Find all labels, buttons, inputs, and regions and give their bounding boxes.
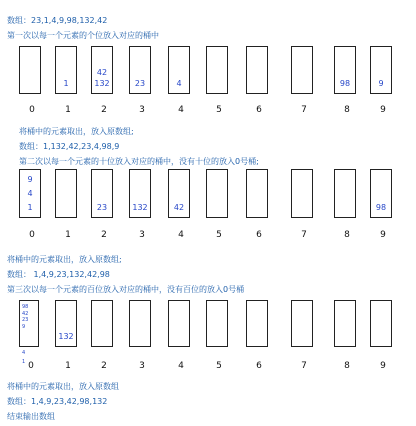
pass3-caption: 第三次以每一个元素的百位放入对应的桶中，没有百位的放入0号桶 — [7, 285, 245, 294]
pass3-bucket-index: 8 — [344, 361, 350, 371]
collect-caption-2: 将桶中的元素取出，放入原数组; — [7, 255, 122, 264]
pass3-bucket-index: 2 — [101, 361, 107, 371]
pass2-bucket-6 — [246, 169, 268, 218]
pass1-bucket-index: 1 — [65, 105, 71, 115]
pass2-bucket-8 — [334, 169, 356, 218]
pass2-bucket-index: 9 — [380, 230, 386, 240]
pass2-bucket-index: 7 — [301, 230, 307, 240]
pass2-bucket-3 — [129, 169, 151, 218]
array-initial: 数组：23,1,4,9,98,132,42 — [7, 16, 108, 25]
pass2-bucket-4 — [168, 169, 190, 218]
pass3-bucket-index: 0 — [28, 361, 34, 371]
collect-caption-1: 将桶中的元素取出，放入原数组; — [19, 127, 134, 136]
pass2-bucket-0 — [19, 169, 41, 218]
pass1-bucket-2-value: 42 — [96, 68, 108, 77]
pass3-bucket-0-overflow-value: 4 — [22, 350, 26, 356]
pass2-bucket-2-value: 23 — [96, 203, 108, 212]
pass1-bucket-9-value: 9 — [378, 79, 384, 88]
pass3-bucket-2 — [91, 300, 113, 347]
pass3-bucket-index: 4 — [178, 361, 184, 371]
pass3-bucket-5 — [206, 300, 228, 347]
pass3-bucket-index: 7 — [301, 361, 307, 371]
pass2-bucket-5 — [206, 169, 228, 218]
pass2-bucket-3-value: 132 — [132, 203, 148, 212]
pass3-bucket-0-value: 9 — [22, 323, 26, 330]
pass2-bucket-0-value: 1 — [27, 203, 33, 212]
array-after-pass1: 数组：1,132,42,23,4,98,9 — [19, 142, 120, 151]
pass3-bucket-index: 6 — [256, 361, 262, 371]
pass2-bucket-index: 3 — [139, 230, 145, 240]
pass1-bucket-index: 3 — [139, 105, 145, 115]
pass3-bucket-0-value: 98 — [22, 304, 29, 310]
pass1-bucket-8-value: 98 — [339, 79, 351, 88]
pass3-bucket-9 — [370, 300, 392, 347]
pass3-bucket-index: 3 — [139, 361, 145, 371]
pass3-bucket-index: 9 — [380, 361, 386, 371]
pass2-bucket-9-value: 98 — [375, 203, 387, 212]
pass2-bucket-1 — [55, 169, 77, 218]
pass3-bucket-1 — [55, 300, 77, 347]
collect-caption-3: 将桶中的元素取出，放入原数组 — [7, 382, 119, 391]
pass3-bucket-1-value: 132 — [58, 332, 74, 341]
pass2-bucket-7 — [291, 169, 313, 218]
pass1-bucket-index: 4 — [178, 105, 184, 115]
pass3-bucket-7 — [291, 300, 313, 347]
pass1-bucket-index: 8 — [344, 105, 350, 115]
pass1-bucket-index: 5 — [216, 105, 222, 115]
pass2-bucket-4-value: 42 — [173, 203, 185, 212]
pass2-bucket-0-value: 9 — [27, 175, 33, 184]
pass1-bucket-2-value: 132 — [94, 79, 110, 88]
pass3-bucket-index: 5 — [216, 361, 222, 371]
pass2-bucket-9 — [370, 169, 392, 218]
pass1-bucket-1-value: 1 — [63, 79, 69, 88]
pass2-bucket-index: 1 — [65, 230, 71, 240]
array-after-pass2: 数组： 1,4,9,23,132,42,98 — [7, 270, 110, 279]
pass2-caption: 第二次以每一个元素的十位放入对应的桶中，没有十位的放入0号桶; — [19, 157, 259, 166]
pass1-bucket-4-value: 4 — [176, 79, 182, 88]
pass2-bucket-index: 2 — [101, 230, 107, 240]
pass1-bucket-index: 0 — [29, 105, 35, 115]
pass2-bucket-index: 0 — [29, 230, 35, 240]
pass2-bucket-index: 5 — [216, 230, 222, 240]
pass3-bucket-index: 1 — [65, 361, 71, 371]
pass1-bucket-index: 9 — [380, 105, 386, 115]
pass3-bucket-8 — [334, 300, 356, 347]
array-final: 数组：1,4,9,23,42,98,132 — [7, 397, 108, 406]
pass2-bucket-index: 6 — [256, 230, 262, 240]
pass1-bucket-index: 2 — [101, 105, 107, 115]
pass3-bucket-0-overflow-value: 1 — [22, 359, 26, 365]
pass1-bucket-index: 7 — [301, 105, 307, 115]
pass2-bucket-index: 8 — [344, 230, 350, 240]
pass3-bucket-0-value: 42 — [22, 310, 29, 317]
pass3-bucket-6 — [246, 300, 268, 347]
pass1-bucket-index: 6 — [256, 105, 262, 115]
pass3-bucket-0-value: 23 — [22, 317, 29, 323]
pass1-bucket-3-value: 23 — [134, 79, 146, 88]
pass2-bucket-0-value: 4 — [27, 189, 33, 198]
pass2-bucket-index: 4 — [178, 230, 184, 240]
pass2-bucket-2 — [91, 169, 113, 218]
pass1-caption: 第一次以每一个元素的个位放入对应的桶中 — [7, 31, 159, 40]
pass3-bucket-3 — [129, 300, 151, 347]
end-caption: 结束输出数组 — [7, 412, 55, 421]
pass3-bucket-0 — [19, 300, 39, 347]
pass3-bucket-4 — [168, 300, 190, 347]
